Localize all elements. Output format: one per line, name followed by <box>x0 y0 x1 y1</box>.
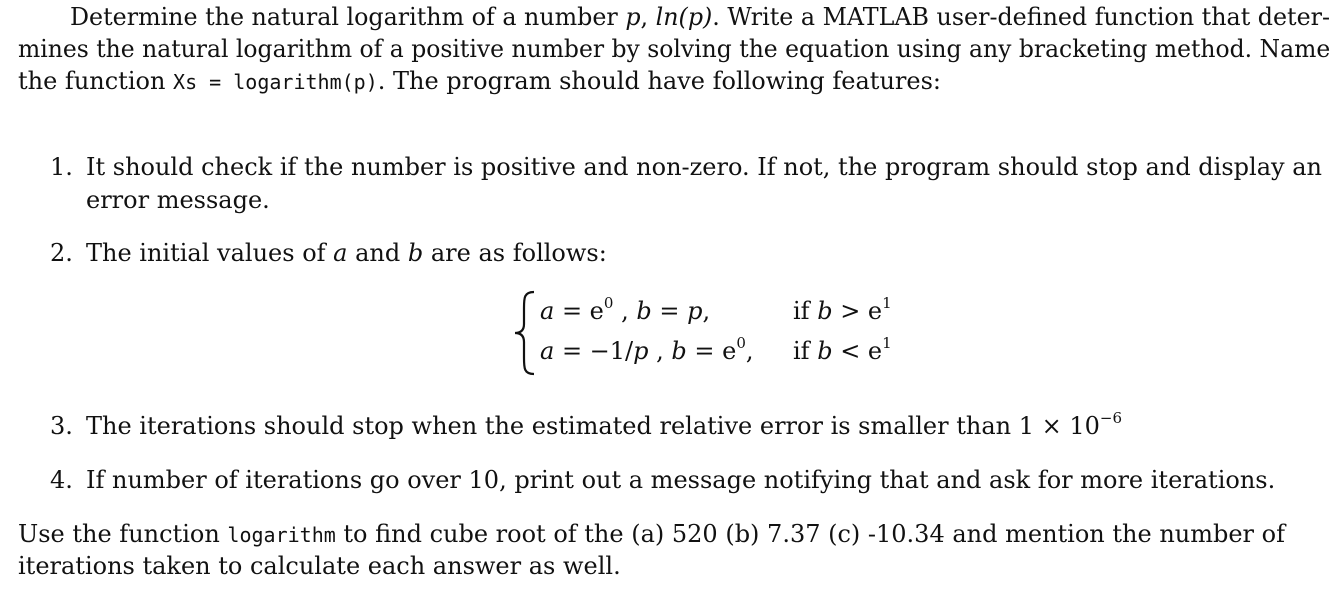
item-1-line-1: It should check if the number is positive and non-zero. If not, the program should stop and display an <box>86 153 1322 181</box>
function-name-code: logarithm <box>227 523 336 547</box>
case-row-2: a = −1/p , $b = e^0$, <box>540 334 754 365</box>
case-row-2-condition: if $b < e^1$ <box>793 334 892 365</box>
intro-line-1: Determine the natural logarithm of a number p, ln(p). Write a MATLAB user-defined function that deter- <box>70 3 1331 31</box>
item-2-number: 2. <box>50 239 73 267</box>
closing-line-2: iterations taken to calculate each answer as well. <box>18 552 621 580</box>
item-3-line: The iterations should stop when the estimated relative error is smaller than $1 \times 10^{-6}$ <box>86 409 1123 440</box>
case-row-1: $a = e^0$ , b = p, <box>540 294 711 325</box>
item-1-line-2: error message. <box>86 186 270 214</box>
closing-line-1: Use the function logarithm to find cube root of the (a) 520 (b) 7.37 (c) -10.34 and mention the number of <box>18 520 1285 548</box>
intro-line-3: the function Xs = logarithm(p). The program should have following features: <box>18 67 941 95</box>
item-4-number: 4. <box>50 466 73 494</box>
case-row-1-condition: if $b > e^1$ <box>793 294 892 325</box>
item-1-number: 1. <box>50 153 73 181</box>
left-brace-icon <box>512 290 538 376</box>
intro-line-2: mines the natural logarithm of a positive number by solving the equation using any bracketing method. Name <box>18 35 1331 63</box>
item-2-line: The initial values of a and b are as follows: <box>86 239 607 267</box>
function-signature-code: Xs = logarithm(p) <box>173 70 378 94</box>
item-4-line: If number of iterations go over 10, print out a message notifying that and ask for more iterations. <box>86 466 1276 494</box>
item-3-number: 3. <box>50 412 73 440</box>
